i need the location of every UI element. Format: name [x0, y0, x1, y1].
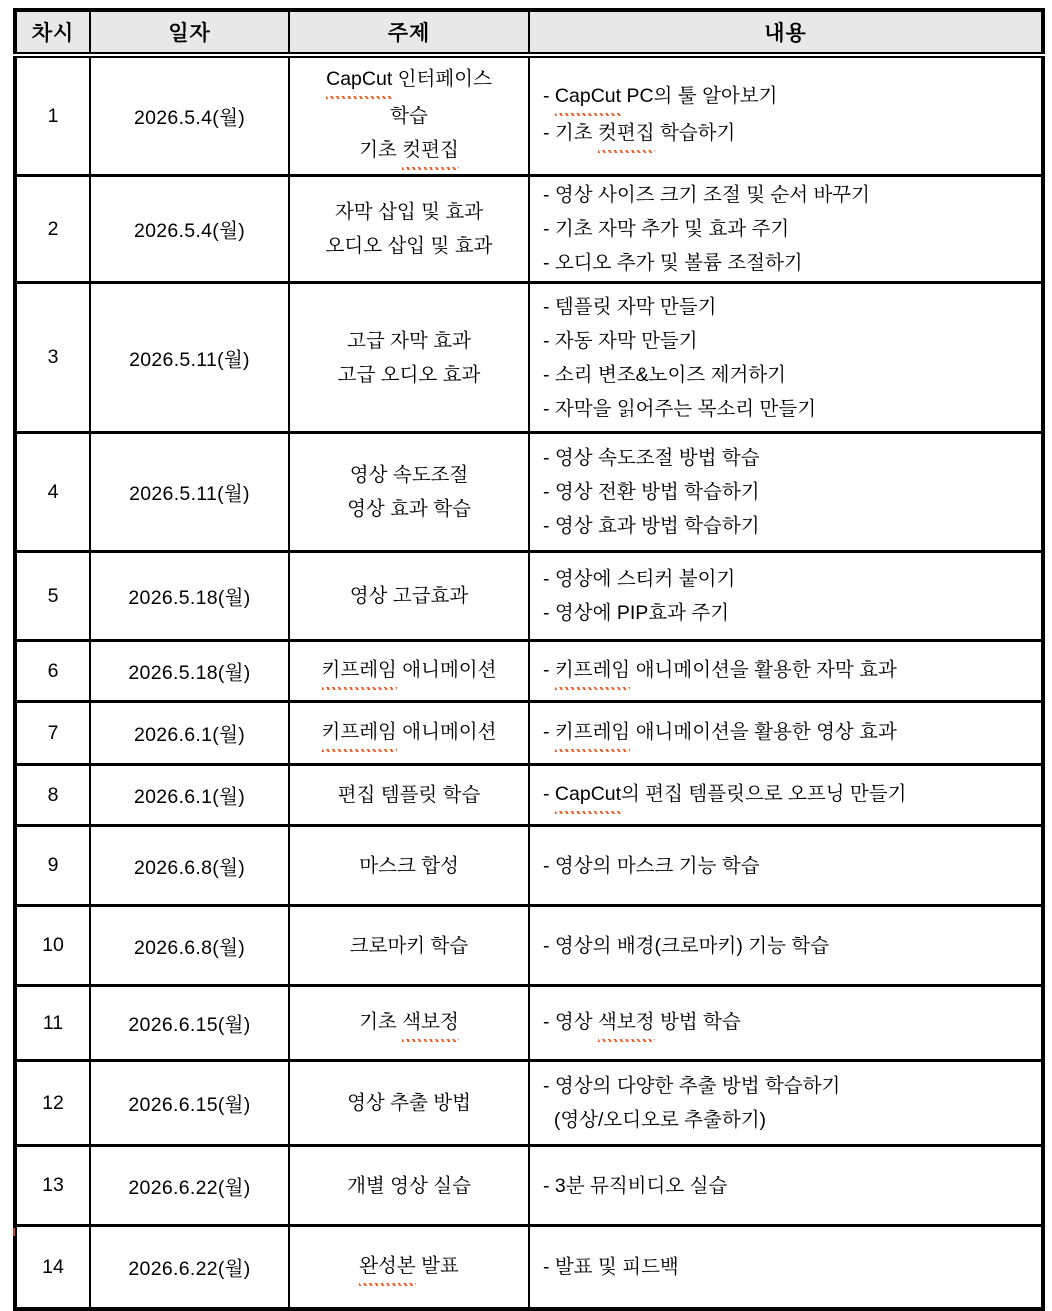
misspelled-text: 색보정 [402, 1005, 459, 1042]
text-segment: 기초 [359, 139, 403, 161]
table-row [15, 702, 1043, 765]
text-line [543, 777, 1035, 814]
text-line [291, 849, 527, 883]
text-segment: - [543, 85, 555, 107]
date-cell[interactable]: 2026.6.15(월) [90, 986, 289, 1061]
text-line [543, 1069, 1035, 1103]
topic-cell[interactable] [289, 986, 529, 1061]
text-segment: 영상 효과 학습 [347, 498, 471, 520]
content-cell[interactable] [529, 1061, 1043, 1146]
date-cell[interactable]: 2026.5.18(월) [90, 552, 289, 641]
text-line [543, 715, 1035, 752]
text-segment: - 영상 속도조절 방법 학습 [543, 447, 760, 469]
text-line [543, 849, 1035, 883]
text-segment: - 영상의 다양한 추출 방법 학습하기 [543, 1075, 841, 1097]
text-segment: - 영상에 스티커 붙이기 [543, 568, 736, 590]
session-number-cell[interactable]: 11 [15, 986, 90, 1061]
date-cell[interactable]: 2026.6.1(월) [90, 702, 289, 765]
text-segment: - 자동 자막 만들기 [543, 329, 698, 352]
table-row [15, 55, 1043, 176]
topic-cell[interactable] [289, 765, 529, 826]
col-header-topic[interactable]: 주제 [289, 10, 529, 55]
misspelled-text: CapCut [555, 79, 621, 116]
topic-cell[interactable] [289, 1146, 529, 1226]
text-line [543, 392, 1035, 426]
topic-cell[interactable] [289, 702, 529, 765]
date-cell[interactable]: 2026.5.11(월) [90, 433, 289, 552]
text-segment: - 템플릿 자막 만들기 [543, 295, 717, 318]
text-segment: - [543, 782, 555, 805]
table-row [15, 1226, 1043, 1310]
text-line [291, 579, 527, 613]
content-cell[interactable] [529, 55, 1043, 176]
table-body [15, 55, 1043, 1309]
table-row [15, 176, 1043, 283]
text-line [543, 653, 1035, 690]
misspelled-text: 키프레임 [322, 715, 397, 752]
text-line [291, 929, 527, 963]
text-segment: 의 편집 템플릿으로 오프닝 만들기 [621, 782, 907, 805]
text-segment: (영상/오디오로 추출하기) [543, 1109, 767, 1131]
content-cell[interactable] [529, 283, 1043, 433]
text-line [543, 79, 1035, 116]
date-cell[interactable]: 2026.5.18(월) [90, 641, 289, 702]
session-number-cell[interactable]: 5 [15, 552, 90, 641]
text-segment: 발표 [415, 1254, 459, 1277]
content-cell[interactable] [529, 433, 1043, 552]
text-segment: 마스크 합성 [359, 854, 459, 877]
session-number-cell[interactable]: 4 [15, 433, 90, 552]
text-line [543, 116, 1035, 153]
misspelled-text: CapCut [555, 777, 621, 814]
session-number-cell[interactable]: 7 [15, 702, 90, 765]
text-segment: - 자막을 읽어주는 목소리 만들기 [543, 397, 817, 420]
table-row [15, 1061, 1043, 1146]
content-cell[interactable] [529, 702, 1043, 765]
topic-cell[interactable] [289, 641, 529, 702]
topic-cell[interactable] [289, 826, 529, 906]
misspelled-text: 색보정 [598, 1005, 655, 1042]
date-cell[interactable]: 2026.6.15(월) [90, 1061, 289, 1146]
text-segment: 애니메이션 [396, 658, 497, 681]
session-number-cell[interactable]: 6 [15, 641, 90, 702]
text-line [543, 246, 1035, 280]
text-segment: 기초 [359, 1010, 403, 1033]
table-row [15, 641, 1043, 702]
content-cell[interactable] [529, 1146, 1043, 1226]
text-line [291, 99, 527, 133]
text-line [291, 358, 527, 392]
session-number-cell[interactable]: 12 [15, 1061, 90, 1146]
topic-cell[interactable] [289, 552, 529, 641]
topic-cell[interactable] [289, 1226, 529, 1310]
col-header-content[interactable]: 내용 [529, 10, 1043, 55]
session-number-cell[interactable]: 1 [15, 55, 90, 176]
text-segment: - 영상의 마스크 기능 학습 [543, 854, 760, 877]
table-row [15, 283, 1043, 433]
col-header-date[interactable]: 일자 [90, 10, 289, 55]
text-segment: 고급 오디오 효과 [337, 363, 481, 386]
text-line [291, 715, 527, 752]
text-line [291, 492, 527, 526]
text-segment: - 기초 자막 추가 및 효과 주기 [543, 218, 790, 240]
content-cell[interactable] [529, 176, 1043, 283]
date-cell[interactable]: 2026.6.1(월) [90, 765, 289, 826]
text-line [291, 324, 527, 358]
text-segment: 영상 추출 방법 [347, 1092, 471, 1114]
text-line [291, 195, 527, 229]
text-segment: - 영상의 배경(크로마키) 기능 학습 [543, 934, 830, 957]
content-cell[interactable] [529, 1226, 1043, 1310]
header-row [15, 10, 1043, 55]
table-row [15, 826, 1043, 906]
table-row [15, 765, 1043, 826]
text-segment: - 영상에 PIP효과 주기 [543, 602, 730, 624]
text-line [543, 290, 1035, 324]
misspelled-text: 키프레임 [555, 653, 630, 690]
content-cell[interactable] [529, 906, 1043, 986]
text-segment: 학습 [390, 105, 428, 127]
session-number-cell[interactable]: 9 [15, 826, 90, 906]
text-segment: - [543, 720, 555, 743]
date-cell[interactable]: 2026.6.22(월) [90, 1146, 289, 1226]
content-cell[interactable] [529, 826, 1043, 906]
content-cell[interactable] [529, 765, 1043, 826]
text-line [291, 1169, 527, 1203]
topic-cell[interactable] [289, 1061, 529, 1146]
table-row [15, 433, 1043, 552]
date-cell[interactable]: 2026.6.8(월) [90, 906, 289, 986]
table-row [15, 906, 1043, 986]
content-cell[interactable] [529, 986, 1043, 1061]
text-line [543, 562, 1035, 596]
text-segment: 인터페이스 [392, 68, 492, 90]
misspelled-text: 컷편집 [598, 116, 655, 153]
text-segment: - [543, 658, 555, 681]
text-line [291, 778, 527, 812]
date-cell[interactable]: 2026.5.11(월) [90, 283, 289, 433]
topic-cell[interactable] [289, 906, 529, 986]
text-line [543, 1169, 1035, 1203]
session-number-cell[interactable]: 13 [15, 1146, 90, 1226]
text-segment: - 영상 [543, 1010, 599, 1033]
text-segment: - 소리 변조&노이즈 제거하기 [543, 363, 786, 386]
text-segment: 영상 고급효과 [349, 585, 469, 607]
session-number-cell[interactable]: 3 [15, 283, 90, 433]
text-line [543, 509, 1035, 543]
table-row [15, 552, 1043, 641]
text-line [543, 929, 1035, 963]
text-line [543, 1250, 1035, 1284]
table-row [15, 986, 1043, 1061]
col-header-session[interactable]: 차시 [15, 10, 90, 55]
date-cell[interactable]: 2026.5.4(월) [90, 176, 289, 283]
topic-cell[interactable] [289, 283, 529, 433]
page-bottom-marker [13, 1228, 15, 1236]
text-segment: - 영상 전환 방법 학습하기 [543, 481, 760, 503]
text-line [543, 1005, 1035, 1042]
date-cell[interactable]: 2026.6.8(월) [90, 826, 289, 906]
text-segment: 자막 삽입 및 효과 [334, 201, 484, 223]
misspelled-text: 키프레임 [322, 653, 397, 690]
session-number-cell[interactable]: 8 [15, 765, 90, 826]
text-segment: 학습하기 [654, 122, 736, 144]
content-cell[interactable] [529, 641, 1043, 702]
text-line [543, 358, 1035, 392]
misspelled-text: 키프레임 [555, 715, 630, 752]
text-segment: 편집 템플릿 학습 [337, 784, 481, 806]
text-line [543, 1103, 1035, 1137]
text-segment: 애니메이션 [396, 720, 497, 743]
misspelled-text: CapCut [326, 62, 392, 99]
text-segment: 방법 학습 [654, 1010, 741, 1033]
text-line [291, 1086, 527, 1120]
text-line [543, 212, 1035, 246]
date-cell[interactable]: 2026.5.4(월) [90, 55, 289, 176]
text-segment: - 영상 효과 방법 학습하기 [543, 515, 760, 537]
text-line [543, 475, 1035, 509]
topic-cell[interactable] [289, 176, 529, 283]
text-segment: 오디오 삽입 및 효과 [325, 235, 493, 257]
text-line [291, 62, 527, 99]
table-row [15, 1146, 1043, 1226]
text-line [291, 458, 527, 492]
text-line [291, 1005, 527, 1042]
session-number-cell[interactable]: 10 [15, 906, 90, 986]
text-segment: 영상 속도조절 [349, 464, 469, 486]
misspelled-text: 완성본 [359, 1249, 416, 1286]
text-segment: PC의 툴 알아보기 [621, 85, 778, 107]
curriculum-table [13, 8, 1045, 1311]
text-line [291, 133, 527, 170]
text-line [291, 653, 527, 690]
text-segment: - 오디오 추가 및 볼륨 조절하기 [543, 252, 803, 274]
text-line [543, 441, 1035, 475]
text-line [543, 178, 1035, 212]
misspelled-text: 컷편집 [402, 133, 459, 170]
text-segment: 고급 자막 효과 [347, 329, 471, 352]
text-line [291, 1249, 527, 1286]
text-line [291, 229, 527, 263]
table-header [15, 10, 1043, 55]
text-segment: 크로마키 학습 [349, 934, 469, 957]
topic-cell[interactable] [289, 55, 529, 176]
session-number-cell[interactable]: 14 [15, 1226, 90, 1310]
text-segment: 애니메이션을 활용한 자막 효과 [630, 658, 897, 681]
text-line [543, 596, 1035, 630]
date-cell[interactable]: 2026.6.22(월) [90, 1226, 289, 1310]
text-segment: - 영상 사이즈 크기 조절 및 순서 바꾸기 [543, 184, 870, 206]
content-cell[interactable] [529, 552, 1043, 641]
text-segment: - 3분 뮤직비디오 실습 [543, 1174, 728, 1197]
text-segment: 애니메이션을 활용한 영상 효과 [630, 720, 897, 743]
text-segment: 개별 영상 실습 [347, 1174, 471, 1197]
topic-cell[interactable] [289, 433, 529, 552]
text-segment: - 발표 및 피드백 [543, 1256, 679, 1278]
text-line [543, 324, 1035, 358]
text-segment: - 기초 [543, 122, 599, 144]
session-number-cell[interactable]: 2 [15, 176, 90, 283]
